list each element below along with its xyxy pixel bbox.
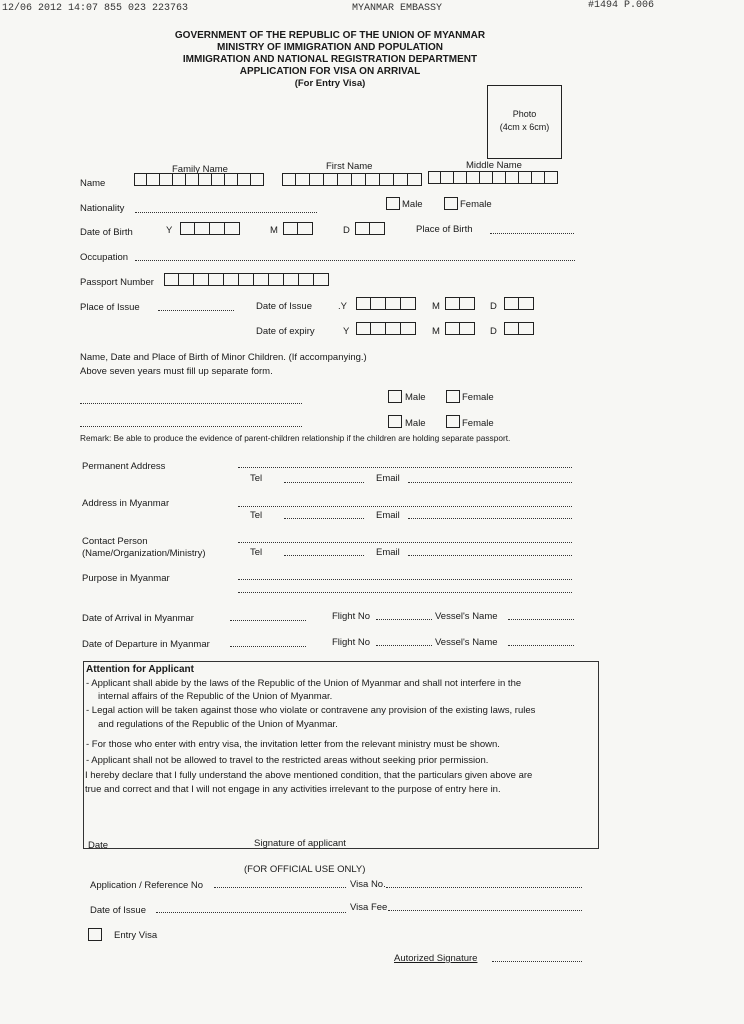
place-of-birth-label: Place of Birth [416, 224, 473, 235]
departure-vessel-label: Vessel's Name [435, 637, 498, 648]
permanent-tel-field[interactable] [284, 482, 364, 483]
permanent-tel-label: Tel [250, 473, 263, 484]
expiry-year-input[interactable] [356, 322, 416, 335]
permanent-email-label: Email [376, 473, 400, 484]
reference-no-field[interactable] [214, 887, 346, 888]
first-name-caption: First Name [326, 161, 373, 172]
official-date-issue-label: Date of Issue [90, 905, 146, 916]
child-2-male-checkbox[interactable] [388, 415, 402, 428]
arrival-vessel-field[interactable] [508, 619, 574, 620]
entry-visa-label: Entry Visa [114, 930, 158, 941]
permanent-email-field[interactable] [408, 482, 572, 483]
contact-email-label: Email [376, 547, 400, 558]
contact-tel-label: Tel [250, 547, 263, 558]
child-1-male-label: Male [405, 392, 426, 403]
official-use-title: (FOR OFFICIAL USE ONLY) [244, 864, 366, 875]
myanmar-email-field[interactable] [408, 518, 572, 519]
fax-timestamp: 12/06 2012 14:07 855 023 223763 [2, 3, 189, 14]
remark-text: Remark: Be able to produce the evidence of parent-children relationship if the children are holding separate passport. [80, 433, 511, 443]
authorized-signature-label: Autorized Signature [394, 953, 478, 964]
declaration-line-2: true and correct and that I will not engage in any activities irrelevant to the purpose of entry here in. [85, 784, 501, 795]
arrival-date-field[interactable] [230, 620, 306, 621]
contact-person-label: Contact Person [82, 536, 148, 547]
purpose-field-1[interactable] [238, 579, 572, 580]
issue-month-input[interactable] [445, 297, 475, 310]
female-checkbox[interactable] [444, 197, 458, 210]
date-of-expiry-label: Date of expiry [256, 326, 315, 337]
fax-sender: MYANMAR EMBASSY [352, 3, 443, 14]
header-line-4: APPLICATION FOR VISA ON ARRIVAL [239, 66, 421, 77]
attention-bullet-4: - Applicant shall not be allowed to travel to the restricted areas without seeking prior permission. [86, 755, 489, 766]
arrival-flight-field[interactable] [376, 619, 432, 620]
header-line-5: (For Entry Visa) [294, 78, 366, 89]
issue-day-input[interactable] [504, 297, 534, 310]
nationality-label: Nationality [80, 203, 125, 214]
permanent-address-label: Permanent Address [82, 461, 166, 472]
place-of-birth-field[interactable] [490, 233, 574, 234]
contact-person-sublabel: (Name/Organization/Ministry) [82, 548, 206, 559]
contact-tel-field[interactable] [284, 555, 364, 556]
issue-d-label: D [490, 301, 497, 312]
photo-label: Photo [512, 109, 537, 119]
minor-child-1-field[interactable] [80, 403, 302, 404]
date-label: Date [88, 840, 109, 851]
attention-bullet-1: - Applicant shall abide by the laws of the Republic of the Union of Myanmar and shall not interfere in the [86, 678, 522, 689]
attention-bullet-2: - Legal action will be taken against those who violate or contravene any provision of the existing laws, rules [86, 705, 536, 716]
signature-line[interactable] [84, 848, 598, 849]
contact-email-field[interactable] [408, 555, 572, 556]
name-label: Name [80, 178, 106, 189]
header-line-3: IMMIGRATION AND NATIONAL REGISTRATION DEPARTMENT [182, 54, 478, 65]
permanent-address-field[interactable] [238, 467, 572, 468]
minor-child-2-field[interactable] [80, 426, 302, 427]
dob-m-label: M [270, 225, 278, 236]
arrival-vessel-label: Vessel's Name [435, 611, 498, 622]
myanmar-email-label: Email [376, 510, 400, 521]
photo-size: (4cm x 6cm) [499, 122, 550, 132]
minor-children-label: Name, Date and Place of Birth of Minor Children. (If accompanying.) [80, 352, 367, 363]
myanmar-tel-label: Tel [250, 510, 263, 521]
address-myanmar-field[interactable] [238, 506, 572, 507]
passport-number-input[interactable] [164, 273, 329, 286]
departure-vessel-field[interactable] [508, 645, 574, 646]
official-date-issue-field[interactable] [156, 912, 346, 913]
departure-date-field[interactable] [230, 646, 306, 647]
expiry-y-label: Y [343, 326, 350, 337]
visa-fee-field[interactable] [388, 910, 582, 911]
photo-box[interactable] [487, 85, 562, 159]
dob-d-label: D [343, 225, 350, 236]
departure-flight-label: Flight No [332, 637, 371, 648]
first-name-input[interactable] [282, 173, 422, 186]
expiry-d-label: D [490, 326, 497, 337]
authorized-signature-field[interactable] [492, 961, 582, 962]
attention-bullet-1-cont: internal affairs of the Republic of the Union of Myanmar. [98, 691, 333, 702]
child-2-female-label: Female [462, 418, 494, 429]
occupation-label: Occupation [80, 252, 129, 263]
purpose-label: Purpose in Myanmar [82, 573, 170, 584]
arrival-flight-label: Flight No [332, 611, 371, 622]
middle-name-input[interactable] [428, 171, 558, 184]
attention-title: Attention for Applicant [86, 664, 194, 675]
departure-label: Date of Departure in Myanmar [82, 639, 210, 650]
dob-day-input[interactable] [355, 222, 385, 235]
male-checkbox[interactable] [386, 197, 400, 210]
minor-children-note: Above seven years must fill up separate form. [80, 366, 273, 377]
passport-number-label: Passport Number [80, 277, 154, 288]
nationality-field[interactable] [135, 212, 317, 213]
visa-fee-label: Visa Fee [350, 902, 388, 913]
visa-no-field[interactable] [386, 887, 582, 888]
fax-page: #1494 P.006 [588, 0, 655, 11]
family-name-caption: Family Name [172, 164, 228, 175]
occupation-field[interactable] [135, 260, 575, 261]
expiry-m-label: M [432, 326, 440, 337]
dob-y-label: Y [166, 225, 173, 236]
issue-m-label: M [432, 301, 440, 312]
departure-flight-field[interactable] [376, 645, 432, 646]
arrival-label: Date of Arrival in Myanmar [82, 613, 194, 624]
child-1-female-checkbox[interactable] [446, 390, 460, 403]
male-label: Male [402, 199, 423, 210]
header-line-1: GOVERNMENT OF THE REPUBLIC OF THE UNION OF MYANMAR [174, 30, 486, 41]
child-1-male-checkbox[interactable] [388, 390, 402, 403]
place-of-issue-field[interactable] [158, 310, 234, 311]
purpose-field-2[interactable] [238, 592, 572, 593]
attention-bullet-2-cont: and regulations of the Republic of the Union of Myanmar. [98, 719, 338, 730]
contact-person-field[interactable] [238, 542, 572, 543]
middle-name-caption: Middle Name [466, 160, 522, 171]
expiry-day-input[interactable] [504, 322, 534, 335]
visa-no-label: Visa No. [350, 879, 386, 890]
declaration-line-1: I hereby declare that I fully understand the above mentioned condition, that the particulars given above are [85, 770, 533, 781]
myanmar-tel-field[interactable] [284, 518, 364, 519]
attention-box [83, 661, 599, 849]
issue-year-input[interactable] [356, 297, 416, 310]
issue-y-label: .Y [338, 301, 347, 312]
attention-bullet-3: - For those who enter with entry visa, the invitation letter from the relevant ministry must be shown. [86, 739, 500, 750]
child-2-female-checkbox[interactable] [446, 415, 460, 428]
dob-year-input[interactable] [180, 222, 240, 235]
place-of-issue-label: Place of Issue [80, 302, 140, 313]
address-myanmar-label: Address in Myanmar [82, 498, 170, 509]
child-1-female-label: Female [462, 392, 494, 403]
dob-label: Date of Birth [80, 227, 133, 238]
female-label: Female [460, 199, 492, 210]
reference-no-label: Application / Reference No [90, 880, 204, 891]
entry-visa-checkbox[interactable] [88, 928, 102, 941]
date-of-issue-label: Date of Issue [256, 301, 312, 312]
family-name-input[interactable] [134, 173, 264, 186]
dob-month-input[interactable] [283, 222, 313, 235]
child-2-male-label: Male [405, 418, 426, 429]
header-line-2: MINISTRY OF IMMIGRATION AND POPULATION [217, 42, 443, 53]
expiry-month-input[interactable] [445, 322, 475, 335]
signature-label: Signature of applicant [254, 838, 346, 849]
